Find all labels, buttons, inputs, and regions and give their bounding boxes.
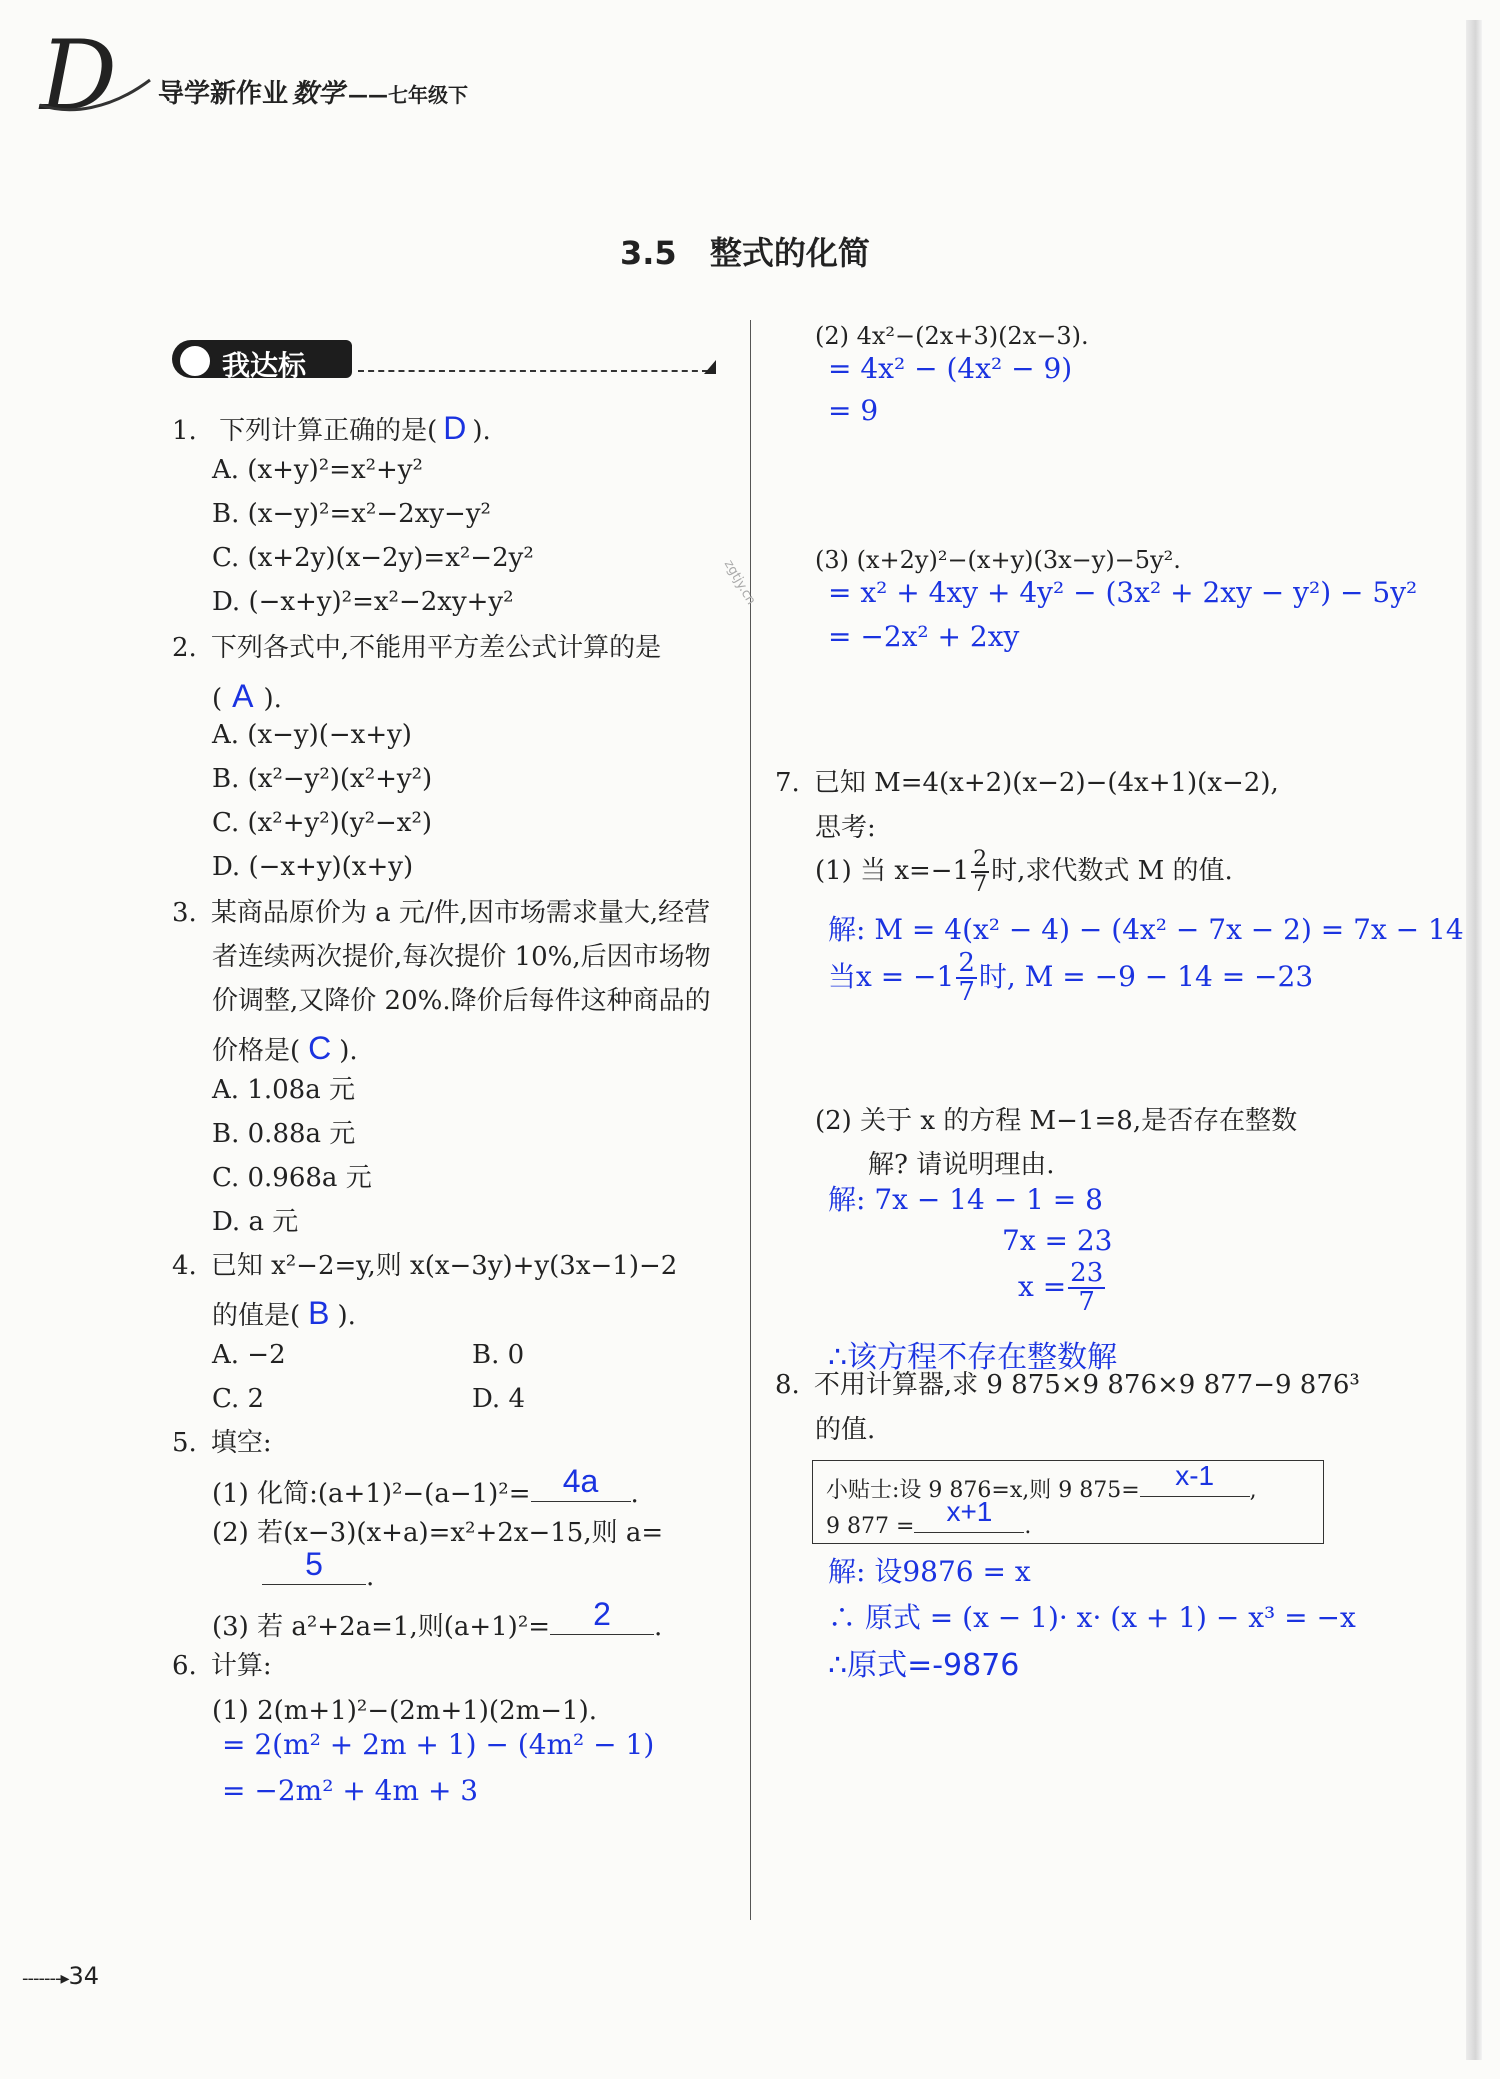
q5-part1: (1) 化简:(a+1)²−(a−1)²= 4a . [212, 1463, 639, 1509]
q2-stem: 2. 下列各式中,不能用平方差公式计算的是 [172, 633, 662, 663]
page-edge-shadow [1466, 20, 1482, 2060]
q7-part2-line2: 解? 请说明理由. [868, 1150, 1055, 1180]
q6-p3-work1: = x² + 4xy + 4y² − (3x² + 2xy − y²) − 5y² [828, 576, 1418, 609]
q7-p2-conclusion: ∴该方程不存在整数解 [828, 1340, 1118, 1375]
q6-p2-work1: = 4x² − (4x² − 9) [828, 352, 1073, 385]
q2-option-b: B. (x²−y²)(x²+y²) [212, 764, 433, 794]
q7-p1-fraction: $\frac{2}{7}$ [973, 847, 988, 898]
q4-answer: B [308, 1295, 330, 1331]
banner-icon [178, 344, 212, 378]
q6-part3: (3) (x+2y)²−(x+y)(3x−y)−5y². [815, 546, 1181, 574]
q5-p1-blank: 4a [531, 1475, 631, 1502]
q1-option-b: B. (x−y)²=x²−2xy−y² [212, 499, 491, 529]
q3-stem-line3: 价调整,又降价 20%.降价后每件这种商品的 [212, 986, 711, 1016]
q4-stem-line2: 的值是( B ). [212, 1295, 356, 1331]
q7-p1-work1: 解: M = 4(x² − 4) − (4x² − 7x − 2) = 7x − 14 [828, 913, 1464, 946]
q2-answer: A [232, 678, 254, 714]
q3-stem: 3. 某商品原价为 a 元/件,因市场需求量大,经营 [172, 898, 711, 928]
q5-p3-blank: 2 [550, 1608, 654, 1635]
q1-option-a: A. (x+y)²=x²+y² [212, 455, 423, 485]
series-name: 导学新作业 [158, 79, 289, 109]
column-divider [750, 320, 751, 1920]
q1-option-c: C. (x+2y)(x−2y)=x²−2y² [212, 543, 534, 573]
q7-part1: (1) 当 x=−1 $\frac{2}{7}$ 时,求代数式 M 的值. [815, 847, 1233, 898]
q1-stem: 1. 下列计算正确的是( D ). [172, 410, 491, 446]
q2-option-c: C. (x²+y²)(y²−x²) [212, 808, 433, 838]
q8-work3: ∴原式=-9876 [828, 1648, 1020, 1683]
q4-option-c: C. 2 [212, 1384, 265, 1414]
grade-label: ——七年级下 [348, 83, 469, 107]
watermark: zgtjy.cn [720, 557, 759, 608]
q6-p3-work2: = −2x² + 2xy [828, 620, 1020, 653]
banner-arrow-icon [704, 360, 718, 376]
q7-p1-work2: 当x = −1 $\frac{2}{7}$ 时, M = −9 − 14 = −23 [828, 948, 1314, 1008]
q8-tip-line2: 9 877 = x+1 . [826, 1496, 1032, 1539]
q6-p1-work1: = 2(m² + 2m + 1) − (4m² − 1) [222, 1728, 655, 1761]
section-name: 整式的化简 [709, 234, 870, 272]
q8-tip-blank2: x+1 [914, 1508, 1024, 1533]
q7-p2-work1: 解: 7x − 14 − 1 = 8 [828, 1183, 1103, 1216]
page-footer [22, 1962, 99, 1990]
q8-tip-line1: 小贴士:设 9 876=x,则 9 875= x-1 , [826, 1460, 1257, 1503]
q4-option-d: D. 4 [472, 1384, 525, 1414]
q4-option-b: B. 0 [472, 1340, 525, 1370]
footer-arrow-icon: -------▸ [22, 1968, 69, 1989]
subject-badge: 数学 [292, 79, 345, 109]
q7-p2-work2: 7x = 23 [1002, 1224, 1113, 1257]
q7-stem: 7. 已知 M=4(x+2)(x−2)−(4x+1)(x−2), [775, 768, 1279, 798]
q4-stem: 4. 已知 x²−2=y,则 x(x−3y)+y(3x−1)−2 [172, 1251, 678, 1281]
q8-work2: ∴ 原式 = (x − 1)· x· (x + 1) − x³ = −x [828, 1601, 1356, 1634]
section-number: 3.5 [620, 234, 677, 272]
q7-part2: (2) 关于 x 的方程 M−1=8,是否存在整数 [815, 1106, 1298, 1136]
q8-stem: 8. 不用计算器,求 9 875×9 876×9 877−9 876³ [775, 1370, 1360, 1400]
q8-stem-line2: 的值. [815, 1415, 876, 1445]
q5-stem: 5. 填空: [172, 1428, 272, 1458]
page-number: 34 [68, 1962, 100, 1990]
q3-option-b: B. 0.88a 元 [212, 1119, 356, 1149]
q3-stem-line2: 者连续两次提价,每次提价 10%,后因市场物 [212, 942, 711, 972]
q3-answer: C [308, 1030, 332, 1066]
q7-p2-work3: x = $\frac{23}{7}$ [1018, 1258, 1104, 1318]
q7-p1-work-fraction: $\frac{2}{7}$ [958, 948, 975, 1008]
q6-p2-work2: = 9 [828, 394, 879, 427]
logo-d: D [40, 20, 117, 132]
q8-tip-blank1: x-1 [1140, 1472, 1250, 1497]
q2-option-d: D. (−x+y)(x+y) [212, 852, 414, 882]
q4-option-a: A. −2 [212, 1340, 286, 1370]
series-title [158, 73, 468, 110]
q3-option-a: A. 1.08a 元 [212, 1075, 355, 1105]
q6-p1-work2: = −2m² + 4m + 3 [222, 1774, 479, 1807]
q3-option-d: D. a 元 [212, 1207, 299, 1237]
q5-part3: (3) 若 a²+2a=1,则(a+1)²= 2 . [212, 1596, 663, 1642]
banner-label: 我达标 [222, 349, 307, 382]
q1-answer: D [443, 410, 467, 446]
q3-option-c: C. 0.968a 元 [212, 1163, 372, 1193]
q5-part2: (2) 若(x−3)(x+a)=x²+2x−15,则 a= [212, 1518, 664, 1548]
q3-stem-line4: 价格是( C ). [212, 1030, 358, 1066]
q2-option-a: A. (x−y)(−x+y) [212, 720, 412, 750]
q7-stem-line2: 思考: [815, 813, 876, 843]
q6-part2: (2) 4x²−(2x+3)(2x−3). [815, 322, 1089, 350]
banner-dashed-line [358, 370, 708, 372]
q7-p2-fraction: $\frac{23}{7}$ [1070, 1258, 1104, 1318]
q1-option-d: D. (−x+y)²=x²−2xy+y² [212, 587, 514, 617]
q6-stem: 6. 计算: [172, 1651, 272, 1681]
q8-work1: 解: 设9876 = x [828, 1555, 1031, 1588]
q6-part1: (1) 2(m+1)²−(2m+1)(2m−1). [212, 1696, 597, 1726]
logo-swash-icon [30, 60, 160, 120]
section-title [620, 228, 870, 274]
q2-stem-line2: ( A ). [212, 678, 282, 714]
q5-p2-blank: 5 [262, 1556, 366, 1585]
q5-p2-blank-line: 5 . [262, 1556, 374, 1590]
